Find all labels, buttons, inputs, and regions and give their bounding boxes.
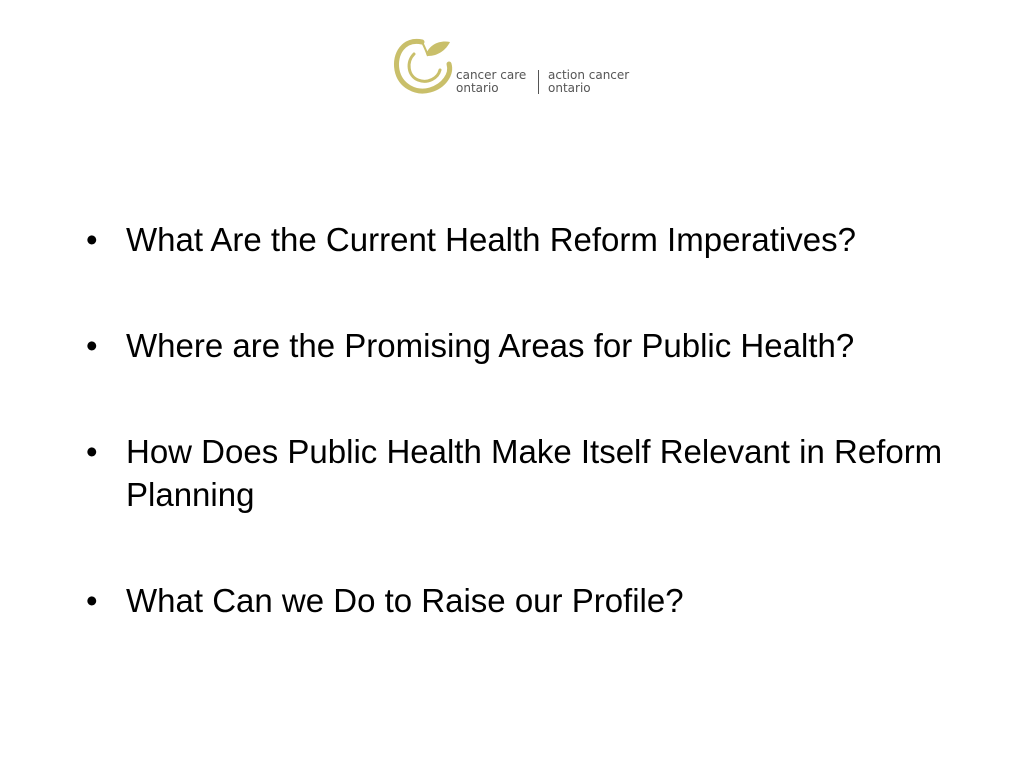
logo-right-line1: action cancer xyxy=(548,68,630,82)
bullet-dot-icon: • xyxy=(86,582,98,619)
cancer-care-ontario-logo xyxy=(392,32,642,98)
bullet-item xyxy=(86,324,946,367)
logo-left-line1: cancer care xyxy=(456,68,527,82)
apple-leaf-swirl-icon xyxy=(392,32,456,98)
logo-divider xyxy=(538,70,539,94)
logo-right-line2: ontario xyxy=(548,81,591,95)
bullet-text: Where are the Promising Areas for Public Health? xyxy=(126,327,855,364)
logo-left-line2: ontario xyxy=(456,81,499,95)
bullet-item xyxy=(86,430,946,516)
bullet-item xyxy=(86,579,946,622)
bullet-dot-icon: • xyxy=(86,221,98,258)
bullet-text: What Can we Do to Raise our Profile? xyxy=(126,582,684,619)
logo-text-cancer-care-ontario xyxy=(456,69,526,95)
bullet-text: What Are the Current Health Reform Imperatives? xyxy=(126,221,856,258)
bullet-dot-icon: • xyxy=(86,327,98,364)
bullet-text: How Does Public Health Make Itself Relevant in Reform Planning xyxy=(126,433,943,513)
bullet-item xyxy=(86,218,946,261)
logo-text-action-cancer-ontario xyxy=(548,69,629,95)
bullet-dot-icon: • xyxy=(86,433,98,470)
bullet-list xyxy=(86,218,946,622)
